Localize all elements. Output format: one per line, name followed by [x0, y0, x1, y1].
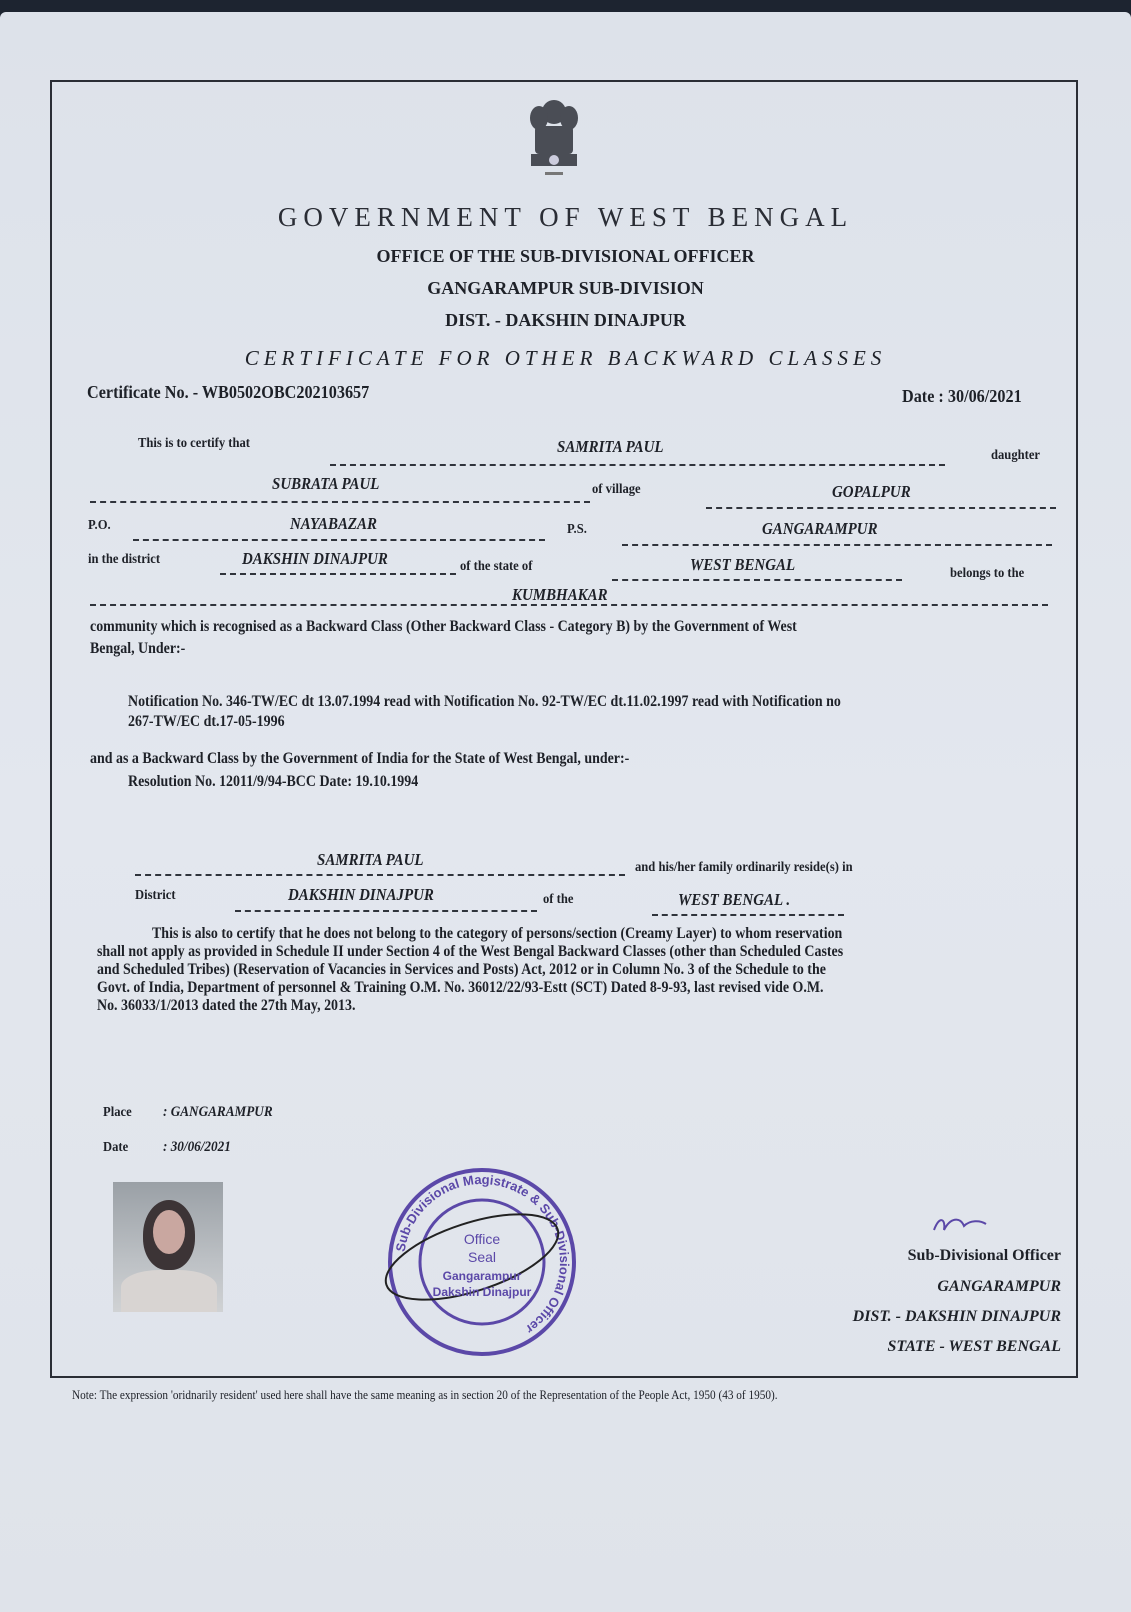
official-seal — [382, 1162, 582, 1362]
community-text-1: community which is recognised as a Backward Class (Other Backward Class - Category B) by the Government of West — [90, 618, 797, 635]
svg-text:Office: Office — [463, 1231, 501, 1247]
goi-text: and as a Backward Class by the Government of India for the State of West Bengal, under:- — [90, 750, 630, 767]
svg-text:Gangarampur: Gangarampur — [442, 1269, 522, 1283]
certificate-number: Certificate No. - WB0502OBC202103657 — [87, 382, 370, 402]
applicant-photo — [113, 1182, 223, 1312]
signatory-title: Sub-Divisional Officer — [907, 1247, 1061, 1264]
village-label: of village — [592, 482, 641, 497]
village-value: GOPALPUR — [832, 482, 911, 501]
office-line: OFFICE OF THE SUB-DIVISIONAL OFFICER — [376, 246, 755, 266]
creamy-text-4: Govt. of India, Department of personnel & Training O.M. No. 36012/22/93-Estt (SCT) Dated 8-9-93, last revised vide O.M. — [97, 979, 824, 996]
certificate-date: Date : 30/06/2021 — [902, 386, 1022, 406]
resident-name: SAMRITA PAUL — [317, 850, 424, 869]
residence-district-label: District — [135, 888, 176, 903]
father-name: SUBRATA PAUL — [272, 474, 380, 493]
district-value: DAKSHIN DINAJPUR — [242, 549, 388, 568]
applicant-name: SAMRITA PAUL — [557, 437, 664, 456]
place-value: : GANGARAMPUR — [163, 1104, 273, 1120]
residence-district: DAKSHIN DINAJPUR — [288, 885, 434, 904]
certificate-title: CERTIFICATE FOR OTHER BACKWARD CLASSES — [244, 346, 887, 370]
subdivision-line: GANGARAMPUR SUB-DIVISION — [427, 278, 704, 298]
national-emblem-icon — [525, 96, 583, 182]
reside-text: and his/her family ordinarily reside(s) in — [635, 860, 853, 875]
footnote: Note: The expression 'oridnarily resident' used here shall have the same meaning as in section 20 of the Representation of the People Act, 1950 (43 of 1950). — [72, 1388, 778, 1402]
state-label: of the state of — [460, 559, 533, 574]
district-label: in the district — [88, 552, 161, 567]
creamy-text-5: No. 36033/1/2013 dated the 27th May, 2013. — [97, 997, 356, 1014]
footer-date-label: Date — [103, 1140, 129, 1155]
state-value: WEST BENGAL — [690, 555, 796, 574]
creamy-text-3: and Scheduled Tribes) (Reservation of Vacancies in Services and Posts) Act, 2012 or in Column No. 3 of the Schedule to the — [97, 961, 826, 978]
po-label: P.O. — [88, 518, 111, 533]
relation-label: daughter — [991, 448, 1041, 463]
residence-state: WEST BENGAL . — [678, 890, 791, 909]
place-label: Place — [103, 1105, 132, 1120]
ps-value: GANGARAMPUR — [762, 519, 878, 538]
footer-date-value: : 30/06/2021 — [163, 1139, 231, 1155]
notification-text-2: 267-TW/EC dt.17-05-1996 — [128, 713, 285, 730]
of-the-label: of the — [543, 892, 574, 907]
notification-text-1: Notification No. 346-TW/EC dt 13.07.1994 read with Notification No. 92-TW/EC dt.11.02.1997 read with Notification no — [128, 693, 841, 710]
ps-label: P.S. — [567, 522, 587, 537]
svg-text:Seal: Seal — [467, 1249, 497, 1265]
creamy-text-1: This is also to certify that he does not belong to the category of persons/section (Creamy Layer) to whom reservation — [152, 925, 843, 942]
community-value: KUMBHAKAR — [512, 585, 608, 604]
government-title: GOVERNMENT OF WEST BENGAL — [277, 202, 854, 232]
po-value: NAYABAZAR — [290, 514, 378, 533]
intro-label: This is to certify that — [138, 436, 250, 451]
community-text-2: Bengal, Under:- — [90, 640, 186, 657]
district-line: DIST. - DAKSHIN DINAJPUR — [445, 310, 686, 330]
signatory-state: STATE - WEST BENGAL — [887, 1338, 1061, 1355]
signatory-district: DIST. - DAKSHIN DINAJPUR — [852, 1308, 1061, 1325]
signatory-place: GANGARAMPUR — [937, 1278, 1061, 1295]
certificate-paper — [0, 12, 1131, 1612]
belongs-label: belongs to the — [950, 566, 1025, 581]
creamy-text-2: shall not apply as provided in Schedule II under Section 4 of the West Bengal Backward Classes (other than Scheduled Castes — [97, 943, 844, 960]
resolution-text: Resolution No. 12011/9/94-BCC Date: 19.10.1994 — [128, 773, 419, 790]
signature — [930, 1210, 990, 1240]
svg-text:Sub-Divisional Magistrate & Su: Sub-Divisional Magistrate & Sub-Divisional Officer — [392, 1171, 573, 1337]
svg-text:Dakshin Dinajpur: Dakshin Dinajpur — [432, 1285, 532, 1299]
